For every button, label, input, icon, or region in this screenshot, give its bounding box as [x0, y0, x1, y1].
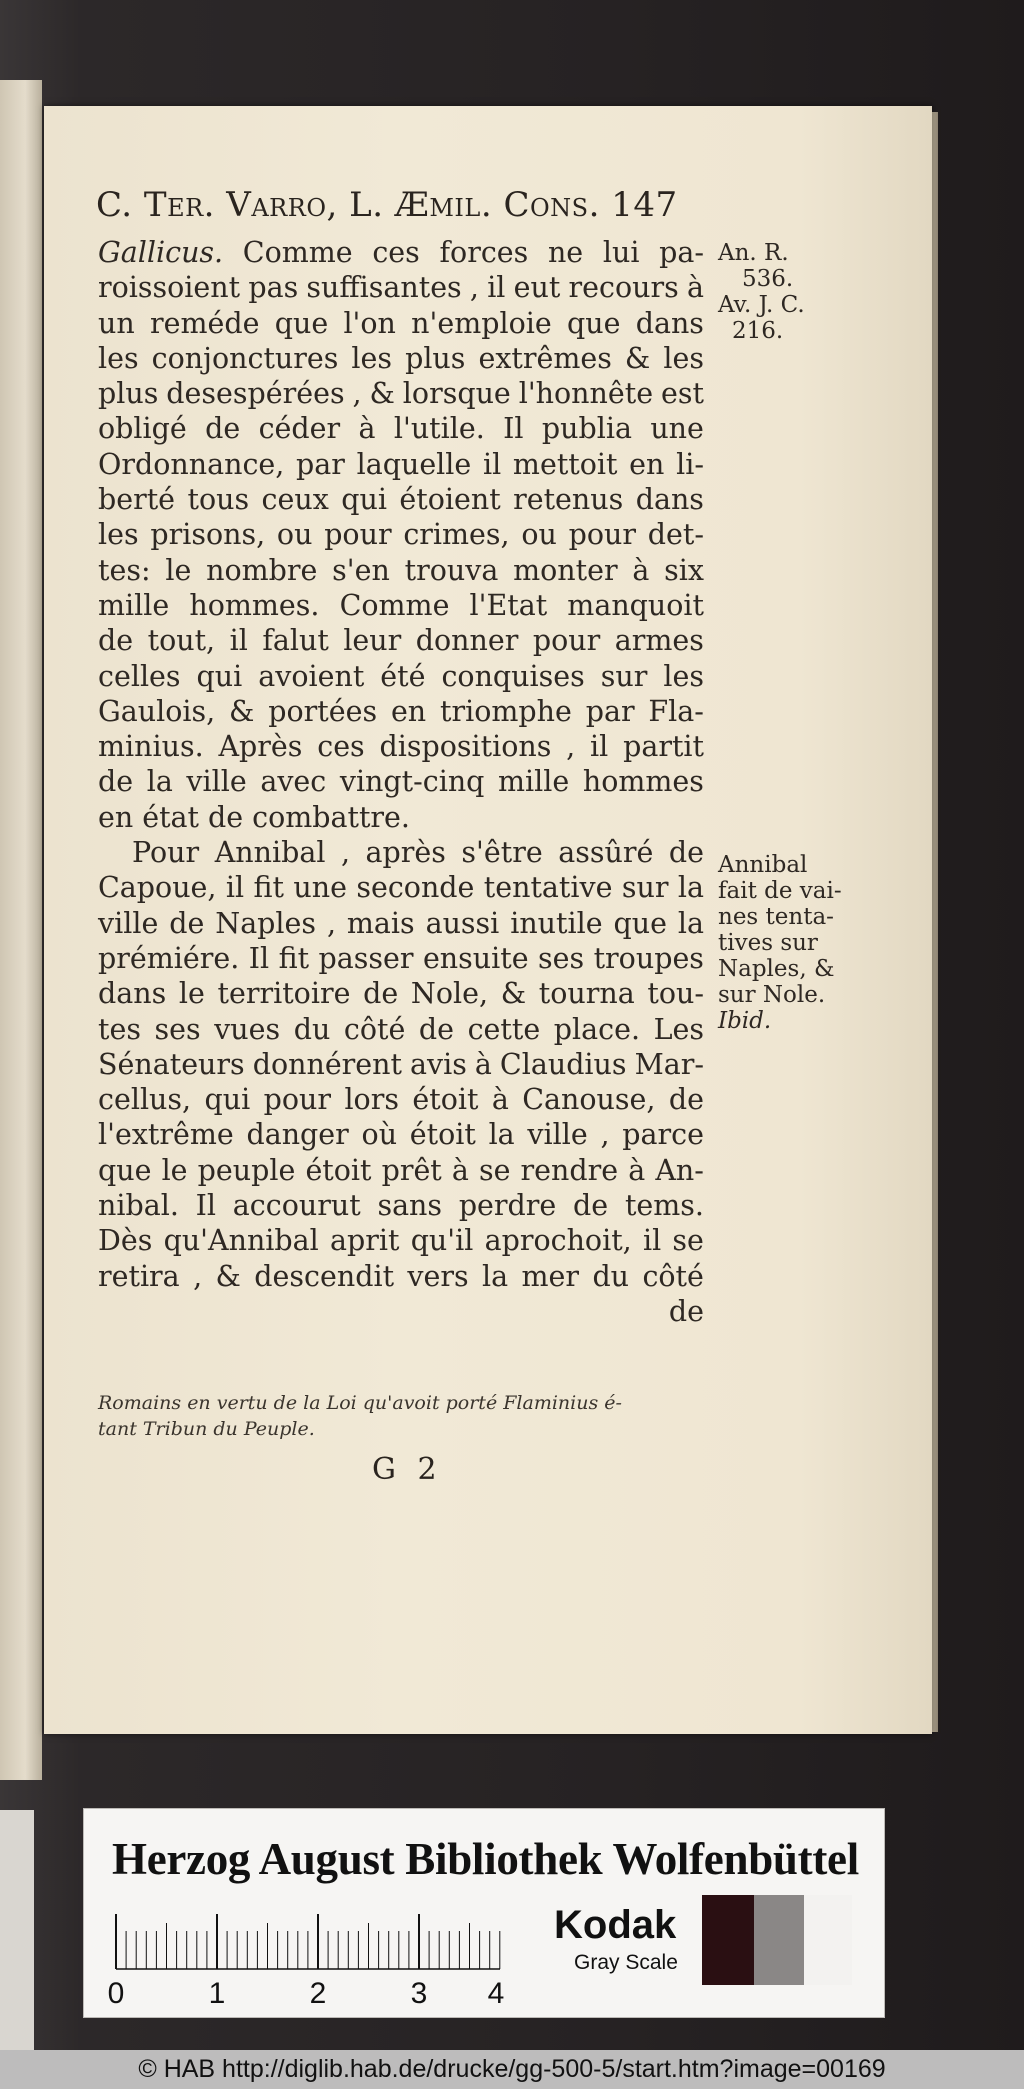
word: Il — [248, 941, 270, 975]
word: Il — [503, 412, 524, 446]
word: tout, — [147, 624, 216, 658]
word: il — [590, 730, 609, 764]
word: suffisantes — [306, 271, 462, 305]
copyright-footer: © HAB http://diglib.hab.de/drucke/gg-500-5/start.htm?image=00169 — [0, 2050, 1024, 2089]
word: nibal. — [98, 1189, 179, 1223]
text-line — [98, 906, 704, 941]
word: assûré — [558, 836, 654, 870]
word: obligé — [98, 412, 187, 446]
word: vers — [407, 1259, 469, 1293]
word: à — [451, 1153, 469, 1187]
word: de — [169, 906, 205, 940]
word: de — [98, 765, 134, 799]
word: descendit — [254, 1259, 395, 1293]
word: les — [98, 341, 139, 375]
word: triomphe — [440, 694, 572, 728]
footnote-line: tant Tribun du Peuple. — [98, 1418, 315, 1440]
word: plus — [405, 341, 466, 375]
word: Sénateurs — [98, 1047, 245, 1081]
word: Capoue, — [98, 871, 217, 905]
word: pas — [248, 271, 299, 305]
word: retira — [98, 1259, 180, 1293]
word: armes — [614, 624, 704, 658]
word: mille — [498, 765, 570, 799]
text-line — [98, 306, 704, 341]
word: vingt-cinq — [339, 765, 485, 799]
word: pour — [568, 518, 637, 552]
word: ou — [521, 518, 557, 552]
word: à — [628, 1153, 646, 1187]
text-line — [98, 941, 704, 976]
word: prémiére. — [98, 941, 240, 975]
word: accourut — [232, 1189, 361, 1223]
word: il — [482, 447, 502, 481]
word: avoient — [258, 659, 365, 693]
word: s'en — [332, 553, 390, 587]
word: leur — [343, 624, 402, 658]
word: la — [488, 1118, 515, 1152]
word: & — [500, 977, 527, 1011]
word: reméde — [149, 306, 260, 340]
word: ne — [547, 236, 584, 269]
word: six — [664, 553, 704, 587]
word: côté — [642, 1259, 704, 1293]
text-line — [98, 1082, 704, 1117]
word: céder — [258, 412, 341, 446]
text-line — [98, 800, 704, 835]
word: une — [293, 871, 347, 905]
text-line — [98, 270, 704, 305]
word: sans — [377, 1189, 443, 1223]
word: monter — [513, 553, 618, 587]
margin-note-line: nes tenta- — [718, 904, 834, 930]
margin-note-line: tives sur — [718, 930, 818, 956]
word: les — [663, 341, 704, 375]
word: Fla- — [648, 694, 704, 728]
word: manquoit — [567, 588, 704, 622]
word: Naples — [215, 906, 317, 940]
word: la — [482, 1259, 509, 1293]
word: il — [225, 871, 245, 905]
word: aussi — [425, 906, 500, 940]
word: Ordonnance, — [98, 447, 285, 481]
text-line — [98, 729, 704, 764]
word: qui — [196, 659, 243, 693]
word: tes: — [98, 553, 151, 587]
text-line — [98, 1223, 704, 1258]
text-line — [98, 553, 704, 588]
word: crimes, — [403, 518, 510, 552]
word: Pour — [132, 836, 200, 870]
word: hommes — [582, 765, 704, 799]
word: l'Etat — [469, 588, 548, 622]
word: qu'Annibal — [163, 1224, 319, 1258]
word: portées — [268, 694, 378, 728]
word: dans — [635, 483, 704, 517]
word: prisons, — [150, 518, 266, 552]
text-line — [98, 1117, 704, 1152]
word: que — [567, 306, 621, 340]
word: se — [672, 1224, 704, 1258]
running-head-title: C. Ter. Varro, L. Æmil. Cons. — [96, 185, 600, 225]
word: dans — [635, 306, 704, 340]
word: étoit — [409, 1118, 476, 1152]
word: troupes — [593, 941, 704, 975]
word: Comme — [339, 588, 450, 622]
word: Comme — [242, 236, 353, 269]
margin-note-line: 216. — [732, 318, 784, 344]
ruler-scale — [107, 1909, 520, 2010]
ruler-number: 4 — [487, 1977, 505, 2010]
margin-note-annibal — [718, 852, 842, 1034]
word: de — [573, 1189, 609, 1223]
text-line — [98, 341, 704, 376]
word: retenus — [513, 483, 624, 517]
margin-note-line: Annibal — [718, 852, 808, 878]
word: qui — [341, 483, 387, 517]
word: ceux — [261, 483, 329, 517]
word: cette — [467, 1012, 541, 1046]
word: lorsque — [402, 377, 511, 411]
word: sur — [600, 659, 648, 693]
word: avis — [410, 1047, 467, 1081]
word: plus — [98, 377, 159, 411]
word: tentative — [483, 871, 613, 905]
word: ses — [538, 941, 585, 975]
word: aprit — [330, 1224, 400, 1258]
page-number: 147 — [611, 185, 678, 225]
text-line — [98, 835, 704, 870]
running-header — [96, 185, 706, 225]
word: pour — [324, 518, 392, 552]
word: sur — [621, 871, 669, 905]
word: recours — [568, 271, 679, 305]
kodak-logo: Kodak — [554, 1903, 677, 1947]
word: en — [390, 694, 427, 728]
word: dispositions — [379, 730, 552, 764]
word: , — [469, 271, 479, 305]
text-line — [98, 1153, 704, 1188]
word: les — [98, 518, 139, 552]
word: donner — [415, 624, 519, 658]
word: dans — [98, 977, 167, 1011]
word: territoire — [217, 977, 351, 1011]
word: la — [677, 871, 704, 905]
card-title: Herzog August Bibliothek Wolfenbüttel — [112, 1834, 859, 1884]
word: il — [229, 624, 248, 658]
word: en — [98, 800, 134, 834]
word: berté — [98, 483, 176, 517]
word: cellus, — [98, 1083, 192, 1117]
text-line — [98, 623, 704, 658]
text-line — [98, 517, 704, 552]
word: qui — [204, 1083, 251, 1117]
word: place. — [553, 1012, 641, 1046]
word: ses — [154, 1012, 201, 1046]
word: Il — [195, 1189, 217, 1223]
text-line — [98, 235, 704, 270]
word: à — [474, 1047, 492, 1081]
word: & — [369, 377, 395, 411]
ruler-number: 1 — [208, 1977, 226, 2010]
gray-patch — [754, 1895, 804, 1985]
word: que — [613, 906, 667, 940]
word: , — [600, 1118, 610, 1152]
word: qu'il — [410, 1224, 474, 1258]
word: de — [208, 800, 244, 834]
word: pour — [532, 624, 601, 658]
word: nombre — [206, 553, 318, 587]
word: s'être — [461, 836, 543, 870]
word: mer — [521, 1259, 580, 1293]
word: partit — [623, 730, 704, 764]
body-text — [98, 235, 704, 1329]
word: Annibal — [214, 836, 326, 870]
word: minius. — [98, 730, 204, 764]
word: n'emploie — [411, 306, 552, 340]
gray-patch — [702, 1895, 754, 1985]
word: , — [326, 906, 336, 940]
word: tous — [187, 483, 250, 517]
word: à — [491, 1083, 509, 1117]
word: fit — [278, 941, 310, 975]
word: Canouse, — [522, 1083, 656, 1117]
word: rendre — [520, 1153, 619, 1187]
word: que — [274, 306, 329, 340]
word: est — [661, 377, 704, 411]
word: det- — [647, 518, 704, 552]
text-line — [98, 447, 704, 482]
word: lors — [344, 1083, 399, 1117]
word: mais — [346, 906, 415, 940]
word: les — [351, 341, 393, 375]
word: été — [380, 659, 426, 693]
color-target-card — [83, 1808, 885, 2018]
word: combattre. — [252, 800, 410, 834]
word: pour — [263, 1083, 332, 1117]
word: celles — [98, 659, 181, 693]
word: à — [632, 553, 650, 587]
word: , — [352, 377, 362, 411]
word: hommes. — [189, 588, 320, 622]
word: le — [165, 553, 192, 587]
margin-note-line: fait de vai- — [718, 878, 842, 904]
text-line — [98, 694, 704, 729]
margin-note-line: Naples, & — [718, 956, 835, 982]
word: conquises — [441, 659, 585, 693]
word: mettoit — [512, 447, 618, 481]
word: seconde — [356, 871, 475, 905]
word: l'utile. — [393, 412, 485, 446]
word: il — [487, 271, 506, 305]
word: parce — [622, 1118, 704, 1152]
word: ville — [186, 765, 247, 799]
word: ensuite — [422, 941, 529, 975]
adjacent-page-edge — [0, 80, 42, 1780]
word: conjonctures — [151, 341, 339, 375]
text-line — [98, 659, 704, 694]
word: du — [592, 1259, 630, 1293]
word: perdre — [458, 1189, 557, 1223]
word: publia — [541, 412, 632, 446]
text-line — [98, 1047, 704, 1082]
word: Claudius — [499, 1047, 627, 1081]
word: à — [358, 412, 376, 446]
word: Mar- — [634, 1047, 704, 1081]
word: avec — [260, 765, 327, 799]
word: inutile — [510, 906, 603, 940]
word: tou- — [647, 977, 704, 1011]
word: ces — [317, 730, 365, 764]
word: le — [178, 977, 205, 1011]
word: & — [624, 341, 651, 375]
margin-note-line: 536. — [742, 266, 794, 292]
word: tems. — [624, 1189, 704, 1223]
word: passer — [318, 941, 414, 975]
footnote-line: Romains en vertu de la Loi qu'avoit porté Flaminius é- — [98, 1392, 622, 1414]
word: se — [478, 1153, 511, 1187]
word: côté — [343, 1012, 406, 1046]
word: la — [677, 906, 704, 940]
word: li- — [676, 447, 704, 481]
word: étoient — [399, 483, 501, 517]
text-line — [98, 588, 704, 623]
word: le — [161, 1153, 188, 1187]
word: une — [650, 412, 704, 446]
word: de — [98, 624, 134, 658]
text-line — [98, 976, 704, 1011]
margin-note-line: sur Nole. — [718, 982, 826, 1008]
ruler-number: 0 — [107, 1977, 125, 2010]
word: donnérent — [252, 1047, 402, 1081]
text-line — [98, 870, 704, 905]
gray-scale-label: Gray Scale — [574, 1951, 678, 1974]
word: lui — [602, 236, 640, 269]
text-line — [98, 1294, 704, 1329]
text-line — [98, 764, 704, 799]
word: roissoient — [98, 271, 241, 305]
word: par — [585, 694, 635, 728]
word: aprochoit, — [484, 1224, 632, 1258]
word: , — [193, 1259, 203, 1293]
word: tourna — [538, 977, 635, 1011]
word: ces — [372, 236, 420, 269]
word: , — [566, 730, 576, 764]
word: An- — [655, 1153, 704, 1187]
word: les — [663, 659, 704, 693]
margin-note-line: An. R. — [718, 240, 789, 266]
word: vues — [214, 1012, 281, 1046]
word: de — [205, 412, 241, 446]
word: après — [365, 836, 446, 870]
word: de — [668, 836, 704, 870]
word: à — [686, 271, 704, 305]
word: trouva — [404, 553, 499, 587]
footnote — [98, 1390, 708, 1442]
ruler-number: 2 — [309, 1977, 327, 2010]
word: pa- — [659, 236, 704, 269]
word: & — [215, 1259, 241, 1293]
gray-patch — [804, 1895, 852, 1985]
word: étoit — [305, 1153, 372, 1187]
printer-signature: G 2 — [372, 1452, 443, 1487]
word: peuple — [197, 1153, 296, 1187]
word: eut — [513, 271, 561, 305]
word: tes — [98, 1012, 141, 1046]
word: Nole, — [410, 977, 489, 1011]
word: l'extrême — [98, 1118, 234, 1152]
word: que — [98, 1153, 152, 1187]
text-line — [98, 1188, 704, 1223]
word: en — [629, 447, 665, 481]
word: danger — [246, 1118, 349, 1152]
word: la — [146, 765, 173, 799]
word: extrêmes — [478, 341, 612, 375]
word: de — [668, 1294, 704, 1328]
word: ville — [98, 906, 159, 940]
word: falut — [262, 624, 329, 658]
word: fit — [253, 871, 284, 905]
margin-note-line: Ibid. — [718, 1008, 772, 1034]
word: il — [642, 1224, 662, 1258]
ruler-number: 3 — [410, 1977, 428, 2010]
word: , — [340, 836, 351, 870]
word: desespérées — [166, 377, 345, 411]
word: par — [296, 447, 345, 481]
word: état — [142, 800, 199, 834]
word: Gaulois, — [98, 694, 216, 728]
word: Dès — [98, 1224, 153, 1258]
text-line — [98, 1012, 704, 1047]
text-line — [98, 482, 704, 517]
word: ville — [527, 1118, 588, 1152]
word: étoit — [412, 1083, 479, 1117]
word: mille — [98, 588, 170, 622]
word: de — [363, 977, 399, 1011]
adjacent-page-strip — [0, 1810, 34, 2050]
gray-patches — [702, 1895, 852, 1985]
word: prêt — [381, 1153, 442, 1187]
word: de — [418, 1012, 455, 1046]
word: l'on — [343, 306, 396, 340]
word: Après — [218, 730, 303, 764]
word: où — [361, 1118, 398, 1152]
word: forces — [439, 236, 529, 269]
text-line — [98, 1259, 704, 1294]
text-line — [98, 376, 704, 411]
margin-note-line: Av. J. C. — [718, 292, 805, 318]
margin-note-date — [718, 240, 838, 344]
text-line — [98, 411, 704, 446]
word: ou — [276, 518, 313, 552]
word: l'honnête — [518, 377, 654, 411]
word: & — [229, 694, 255, 728]
word: de — [668, 1083, 704, 1117]
word: laquelle — [356, 447, 472, 481]
word: Les — [653, 1012, 704, 1046]
word: du — [293, 1012, 331, 1046]
word: Gallicus. — [98, 236, 224, 269]
word: un — [98, 306, 135, 340]
